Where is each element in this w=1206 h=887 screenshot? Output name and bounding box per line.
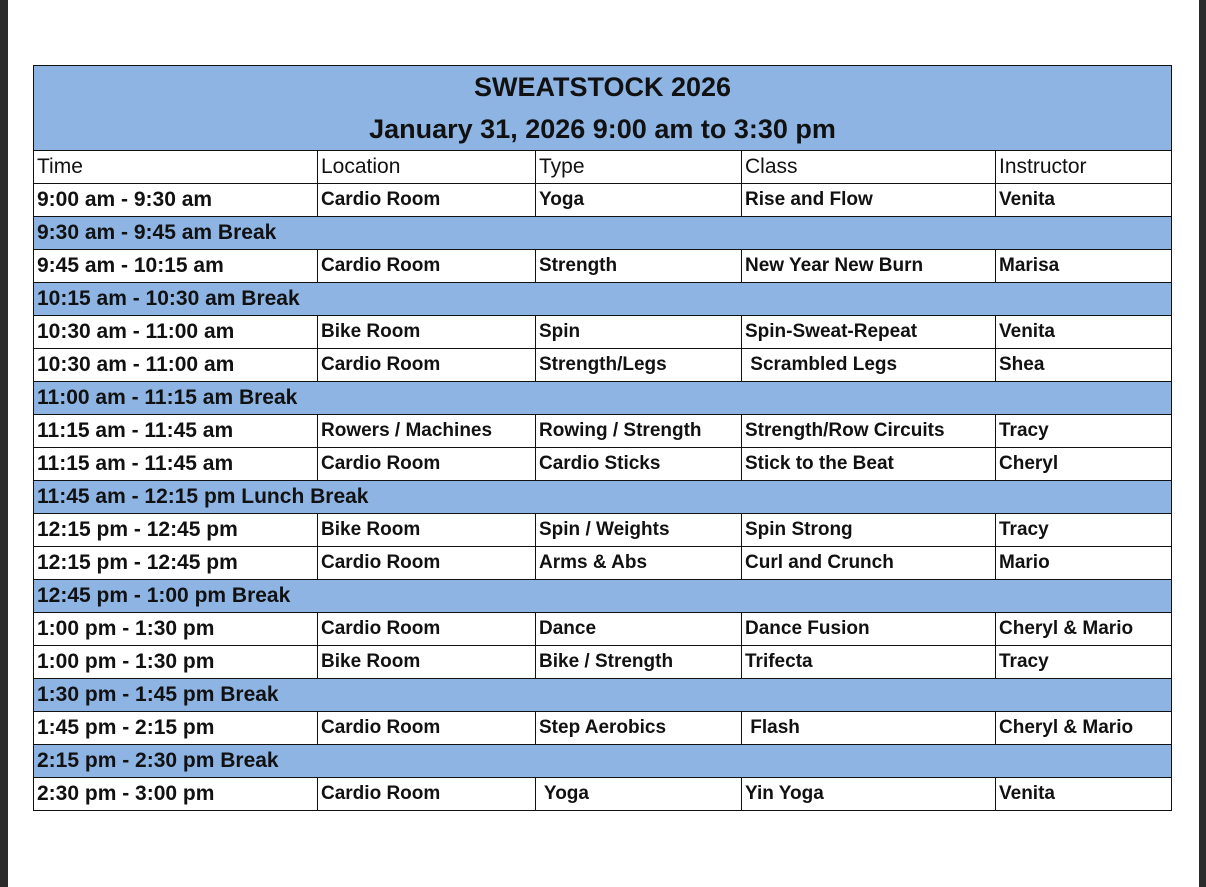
schedule-table [33, 65, 1172, 811]
cell-class: Spin-Sweat-Repeat [742, 316, 996, 349]
class-row [34, 712, 1172, 745]
cell-location: Cardio Room [318, 250, 536, 283]
class-row [34, 349, 1172, 382]
cell-location: Cardio Room [318, 448, 536, 481]
cell-class: Scrambled Legs [742, 349, 996, 382]
cell-time: 2:30 pm - 3:00 pm [34, 778, 318, 811]
cell-time: 12:15 pm - 12:45 pm [34, 547, 318, 580]
cell-time: 10:30 am - 11:00 am [34, 349, 318, 382]
cell-type: Yoga [536, 184, 742, 217]
cell-class: Stick to the Beat [742, 448, 996, 481]
cell-type: Strength/Legs [536, 349, 742, 382]
break-row [34, 382, 1172, 415]
cell-type: Dance [536, 613, 742, 646]
break-row [34, 679, 1172, 712]
cell-class: Curl and Crunch [742, 547, 996, 580]
cell-time: 11:15 am - 11:45 am [34, 448, 318, 481]
class-row [34, 778, 1172, 811]
cell-type: Step Aerobics [536, 712, 742, 745]
cell-class: Dance Fusion [742, 613, 996, 646]
cell-location: Bike Room [318, 316, 536, 349]
cell-location: Cardio Room [318, 547, 536, 580]
header-class: Class [742, 151, 996, 184]
cell-class: Spin Strong [742, 514, 996, 547]
cell-instructor: Cheryl & Mario [996, 613, 1172, 646]
class-row [34, 415, 1172, 448]
cell-time: 10:30 am - 11:00 am [34, 316, 318, 349]
header-row [34, 151, 1172, 184]
cell-class: Flash [742, 712, 996, 745]
cell-location: Rowers / Machines [318, 415, 536, 448]
cell-instructor: Venita [996, 316, 1172, 349]
cell-time: 12:15 pm - 12:45 pm [34, 514, 318, 547]
title-cell [34, 66, 1172, 151]
cell-class: New Year New Burn [742, 250, 996, 283]
event-title: SWEATSTOCK 2026 [473, 72, 732, 102]
cell-type: Bike / Strength [536, 646, 742, 679]
cell-instructor: Tracy [996, 646, 1172, 679]
cell-instructor: Shea [996, 349, 1172, 382]
cell-location: Bike Room [318, 514, 536, 547]
break-label: 11:00 am - 11:15 am Break [34, 382, 1172, 415]
class-row [34, 514, 1172, 547]
cell-location: Bike Room [318, 646, 536, 679]
header-instructor: Instructor [996, 151, 1172, 184]
class-row [34, 613, 1172, 646]
class-row [34, 250, 1172, 283]
class-row [34, 646, 1172, 679]
break-label: 2:15 pm - 2:30 pm Break [34, 745, 1172, 778]
cell-type: Rowing / Strength [536, 415, 742, 448]
class-row [34, 184, 1172, 217]
cell-type: Spin [536, 316, 742, 349]
cell-type: Cardio Sticks [536, 448, 742, 481]
header-location: Location [318, 151, 536, 184]
break-label: 1:30 pm - 1:45 pm Break [34, 679, 1172, 712]
break-label: 12:45 pm - 1:00 pm Break [34, 580, 1172, 613]
break-label: 9:30 am - 9:45 am Break [34, 217, 1172, 250]
cell-class: Trifecta [742, 646, 996, 679]
cell-location: Cardio Room [318, 778, 536, 811]
cell-location: Cardio Room [318, 349, 536, 382]
schedule-sheet [33, 65, 1171, 811]
cell-time: 11:15 am - 11:45 am [34, 415, 318, 448]
cell-type: Strength [536, 250, 742, 283]
break-row [34, 283, 1172, 316]
cell-type: Arms & Abs [536, 547, 742, 580]
right-frame-edge [1199, 0, 1206, 887]
cell-time: 9:00 am - 9:30 am [34, 184, 318, 217]
title-row [34, 66, 1172, 151]
cell-time: 1:00 pm - 1:30 pm [34, 646, 318, 679]
cell-instructor: Mario [996, 547, 1172, 580]
class-row [34, 316, 1172, 349]
cell-instructor: Marisa [996, 250, 1172, 283]
cell-instructor: Venita [996, 778, 1172, 811]
cell-type: Spin / Weights [536, 514, 742, 547]
cell-instructor: Venita [996, 184, 1172, 217]
cell-location: Cardio Room [318, 712, 536, 745]
cell-location: Cardio Room [318, 613, 536, 646]
cell-class: Rise and Flow [742, 184, 996, 217]
cell-class: Yin Yoga [742, 778, 996, 811]
left-frame-edge [0, 0, 8, 887]
break-row [34, 745, 1172, 778]
cell-instructor: Tracy [996, 415, 1172, 448]
cell-location: Cardio Room [318, 184, 536, 217]
class-row [34, 547, 1172, 580]
break-label: 11:45 am - 12:15 pm Lunch Break [34, 481, 1172, 514]
break-row [34, 580, 1172, 613]
cell-instructor: Tracy [996, 514, 1172, 547]
break-label: 10:15 am - 10:30 am Break [34, 283, 1172, 316]
cell-instructor: Cheryl [996, 448, 1172, 481]
cell-class: Strength/Row Circuits [742, 415, 996, 448]
break-row [34, 481, 1172, 514]
event-date: January 31, 2026 9:00 am to 3:30 pm [369, 114, 836, 144]
break-row [34, 217, 1172, 250]
header-type: Type [536, 151, 742, 184]
header-time: Time [34, 151, 318, 184]
class-row [34, 448, 1172, 481]
cell-time: 9:45 am - 10:15 am [34, 250, 318, 283]
cell-time: 1:00 pm - 1:30 pm [34, 613, 318, 646]
cell-instructor: Cheryl & Mario [996, 712, 1172, 745]
cell-type: Yoga [536, 778, 742, 811]
cell-time: 1:45 pm - 2:15 pm [34, 712, 318, 745]
